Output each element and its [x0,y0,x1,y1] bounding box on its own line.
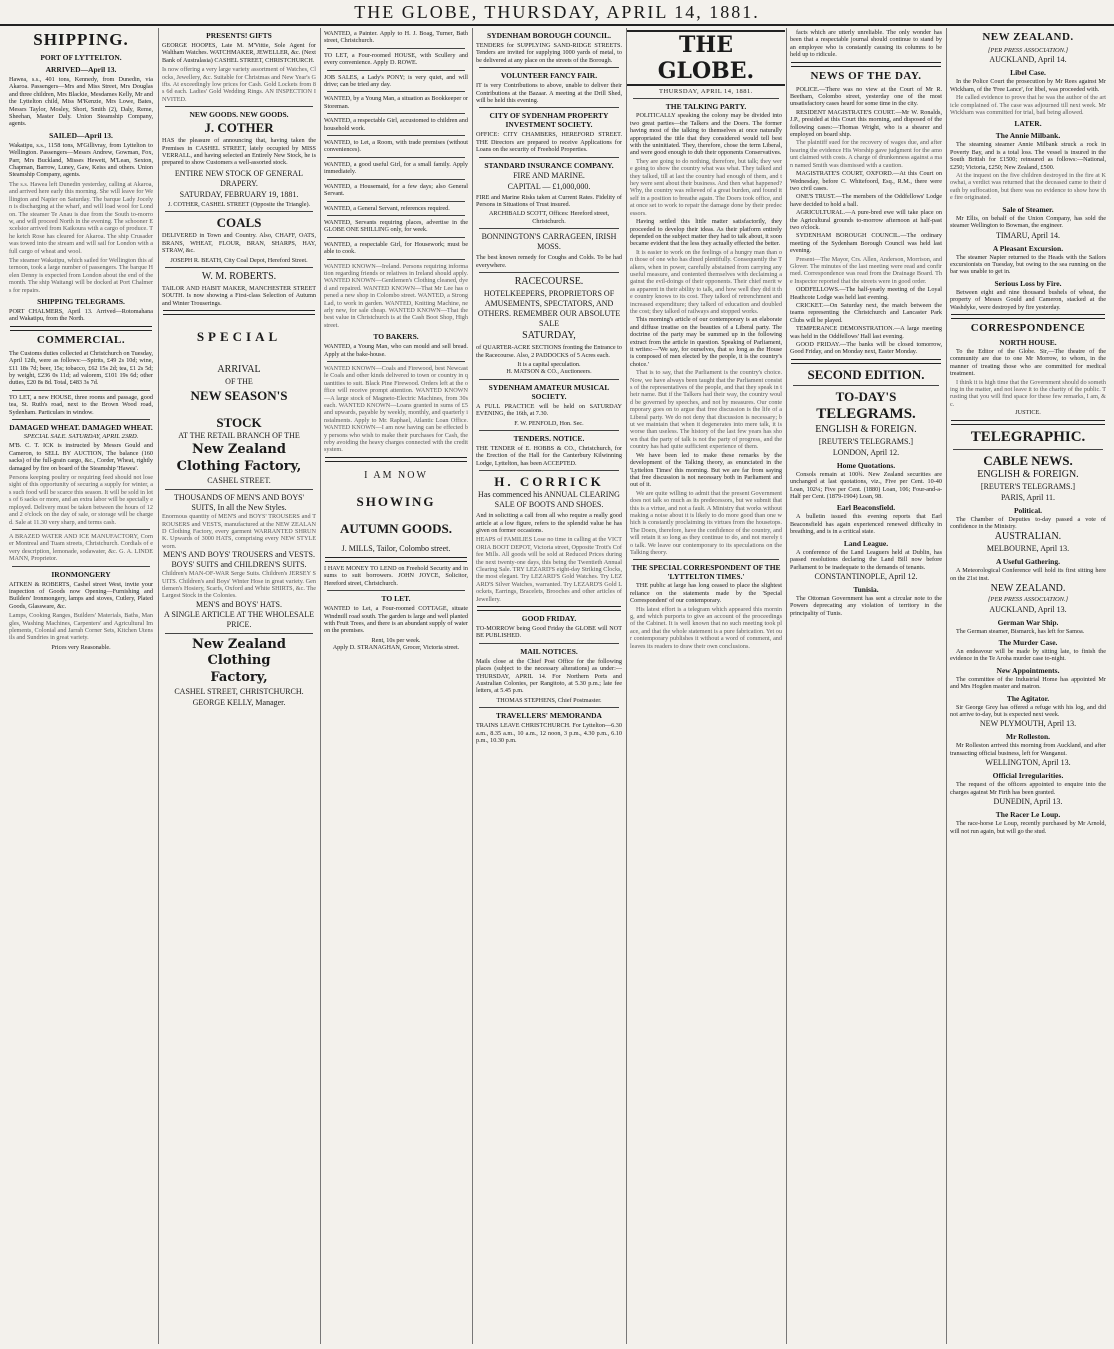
insurance-heading: STANDARD INSURANCE COMPANY. [484,160,614,170]
article-heading: THE TALKING PARTY. [665,102,747,112]
political-heading: Political. [1013,505,1043,515]
stock-filler: Enormous quantity of MEN'S and BOYS' TROUSERS and TROUSERS and VESTS, manufactured at the NEW ZEALAND Clothing Factory, every garment WARRANTED SHRUNK. Upwards of 3000 HATS, comprising every NEW STYLE worn. [162,513,316,550]
news-item: TEMPERANCE DEMONSTRATION.—A large meeting was held in the Oddfellows' Hall last evening. [790,325,942,340]
amateur-heading: SYDENHAM AMATEUR MUSICAL SOCIETY. [488,382,610,401]
news-item: RESIDENT MAGISTRATE'S COURT.—Mr W. Ronalds, J.P., presided at this Court this morning, and disposed of the following cases:—Thomas Wright, who is a shearer and employed on board ship. [790,108,942,139]
shipping-heading: SHIPPING. [33,30,129,49]
article-filler: They are going to do nothing, therefore, but talk; they were going to show the country what was what. They talked and they talked, till at last the country had enough of them, and they were sent about their business. And then what happened? Why, the country was relieved of a great burden, and found itself in a position to breathe again. The Doers took office, and at once set to work to repair the damage done by their predecessors. [630,157,782,217]
race-date: SATURDAY, [522,330,576,342]
ironmongery-filler: Lamps, Cooking Ranges, Builders' Materials, Baths, Mangles, Washing Machines, Carpenters' and Agricultural Implements, Colonial and Jarrah Corner Sets, Kitchen Utensils and Sundries in great variety. [9,612,153,642]
bakers-heading: TO BAKERS. [373,332,419,342]
stock-item: A SINGLE ARTICLE AT THE WHOLESALE PRICE. [164,609,314,629]
article-filler: We are quite willing to admit that the present Government does not talk so much as its predecessors, but we submit that this is a virtue, and not a fault. A Ministry that works without making a noise about it is likely to do more good than one which is constantly proclaiming its virtues from the housetops. The Doers, therefore, have the confidence of the country, and will retain it so long as they continue to do, and not merely to talk. We leave our contemporary to its speculations on the Talking theory. [630,489,782,556]
friday-text: TO-MORROW being Good Friday the GLOBE will NOT BE PUBLISHED. [476,625,622,640]
tunisia-heading: Tunisia. [853,584,879,594]
divider [327,215,465,216]
australian-heading: AUSTRALIAN. [994,531,1062,543]
tenders-text: TENDERS for SUPPLYING SAND-RIDGE STREETS. Tenders are invited for supplying 1000 yards of metal, to be delivered at any place on the streets of the Borough. [476,42,622,64]
telegrams-text: PORT CHALMERS, April 13. Arrived—Rotomahana and Wakatipu, from the North. [9,307,153,323]
land-text: A conference of the Land Leaguers held at Dublin, has passed resolutions declaring the Land Bill now before Parliament to be inadequate to the demands of tenants. [790,548,942,571]
murder-text: An endeavour will be made by sitting late, to finish the evidence in the Te Aroha murder case to-night. [950,648,1106,663]
notice-text: THE TENDER of E. HOBBS & CO., Christchurch, for the Erection of the Hall for the Canterbury Kilwinning Lodge, Lyttelton, has been ACCEPTED. [476,444,622,467]
commercial-heading: COMMERCIAL. [36,333,126,346]
german-text: The German steamer, Bismarck, has left for Samoa. [956,627,1085,635]
divider [165,633,313,634]
footer-text: CASHEL STREET, CHRISTCHURCH. [174,686,304,696]
bakers-text: WANTED, a Young Man, who can mould and sell bread. Apply at the bake-house. [324,343,468,358]
dateline: THURSDAY, APRIL 14, 1881. [659,88,753,95]
tunisia-text: The Ottoman Government has sent a circular note to the Powers deprecating any violation of territory in the principality of Tunis. [790,594,942,617]
divider [327,201,465,202]
wanted-filler: WANTED KNOWN—Ireland. Persons requiring information regarding friends or relatives in Ireland should apply. WANTED KNOWN—Gentlemen's Clothing cleaned, dyed and repaired. WANTED KNOWN—That Mr Lee has opened a new shop in Colombo street. WANTED, a Strong Lad, to work in garden. WANTED, Knitting Machine, nearly new, for sale cheap. WANTED KNOWN—That the best value in Christchurch is at the Cash Boot Shop, High street. [324,262,468,329]
milbank-text: The steaming steamer Annie Milbank struck a rock in Poverty Bay, and is a total loss. The vessel is insured in the South British for £1500; reinsured as follows:—National, £250; Victoria, £250; New Zealand, £500. [950,141,1106,171]
divider [327,361,465,362]
divider [479,157,619,158]
excursion-heading: A Pleasant Excursion. [992,243,1064,253]
divider [327,259,465,260]
cother-heading: J. COTHER [204,120,274,136]
london-dateline: LONDON, April 12. [832,447,900,457]
wanted-ad: WANTED, by a Young Man, a situation as Bookkeeper or Storeman. [324,95,468,110]
corrick-text: And in soliciting a call from all who require a really good article at a low figure, refers to the splendid value he has given on former occasions. [476,512,622,534]
article-para: Having settled this little matter satisfactorily, they proceeded to develop their ideas. As their platform entirely depended on the subject matter they had to talk about, it soon became evident that the less they actually effected the better. [630,218,782,248]
divider [479,272,619,273]
manager-text: GEORGE KELLY, Manager. [192,697,286,707]
wanted-ad: WANTED, a Painter. Apply to H. J. Boag, Turner, Bath street, Christchurch. [324,30,468,45]
article-filler: It is easier to work on the feelings of a hungry man than on those of one who has dined plentifully. Consequently the Talkers, when in power, carefully abstained from carrying any useful measure, and contented themselves with declaiming against the evil-doings of their opponents. Their chief merit was apparent in their ability to talk, and how well they did it the country knows to its cost. They talked of retrenchment and increased expenditure; they talked of education and doubled the cost; they talked of railways and stopped works. [630,248,782,315]
wanted-ad: WANTED, Servants requiring places, advertise in the GLOBE ONE SHILLING only, for week. [324,218,468,234]
nz-heading: New Zealand [192,442,286,458]
wanted-ad: WANTED, a respectable Girl, accustomed to children and household work. [324,117,468,132]
divider [327,135,465,136]
ironmongery-text: AITKEN & ROBERTS, Cashel street West, invite your inspection of Goods now Opening—Furnishing and Builders' Ironmongery, lamps and stoves, Cutlery, Plated Goods, Glassware, &c. [9,580,153,610]
milbank-heading: The Annie Milbank. [995,131,1061,141]
auckland-dateline: AUCKLAND, April 14. [989,55,1067,65]
telegrams-heading: SHIPPING TELEGRAMS. [37,296,125,306]
column-7 [946,28,1109,1344]
stock-list [159,493,319,630]
divider [325,557,467,562]
nz2-heading: New Zealand Clothing [192,636,286,668]
stock-filler: Children's MAN-OF-WAR Serge Suits. Children's JERSEY SUITS. Children's and Boys' Winter Hose in great variety. Gentlemen's Hosiery, Scarfs, Oxford and White SHIRTS, &c. The Largest Stock in the Colonies. [162,570,316,600]
racer-text: The race-horse Le Loup, recently purchased by Mr Arnold, will not run again, but will go the stud. [950,820,1106,835]
libel-text: In the Police Court the prosecution by Mr Rees against Mr Wickham, of the 'Free Lance', for libel, was proceeded with. [950,78,1106,93]
correspondence-text: To the Editor of the Globe. Sir,—The theatre of the community are due to one Mr Morrow, to whom, in the manner of treating those who are committed for medical treatment. [950,347,1106,378]
departures-text: Wakatipu, s.s., 1158 tons, M'Gillivray, from Lyttelton to Wellington. Passengers—Messrs Andrew, Gowman, Fox, Parr, Mrs Buckland, Misses Hewett, M'Lean, Sexton, Chapman, Barrow, Luney, Gaw, Keiss and others. Union Steamship Company, agents. [9,141,153,179]
column-3 [320,28,471,1344]
stranaghan-text: Apply D. STRANAGHAN, Grocer, Victoria street. [332,644,460,652]
melbourne-dateline: MELBOURNE, April 13. [986,544,1070,554]
telegrams-heading: TELEGRAMS. [816,405,916,422]
column-5 [626,28,785,1344]
divider [327,179,465,180]
divider [165,211,313,212]
correspondence-filler: I think it is high time that the Government should do something in the matter, and not leave it to the charity of the public. Trusting that you will find space for these few remarks, I am, &c. [950,378,1106,408]
libel-heading: Libel Case. [1010,68,1046,78]
wanted-ad: WANTED, a good useful Girl, for a small family. Apply immediately. [324,160,468,176]
excursion-text: The steamer Napier returned to the Heads with the Sailors excursionists on Tuesday, but owing to the sea running on the bar was unable to get in. [950,253,1106,276]
german-heading: German War Ship. [997,617,1059,627]
wanted-ad: WANTED, a respectable Girl, for Housework; must be able to cook. [324,240,468,256]
wheat-filler: Persons keeping poultry or requiring feed should not lose sight of this opportunity of securing a supply for winter, as such food will be scarce this season. It will be sold in lots of 6 sacks or more, and an extra labor will be specially employed. Delivery must be taken between the hours of 12 and 2 o'clock on the day of sale, or storage will be charged. Sale at 11.30 very sharp, and terms cash. [9,474,154,526]
milbank-filler: At the inquest on the five children destroyed in the fire at Kowhai, a verdict was returned that the deceased came to their death by suffocation, but there was no evidence to show how the fire originated. [950,172,1106,202]
fire-heading: Serious Loss by Fire. [994,278,1062,288]
earl-heading: Earl Beaconsfield. [836,503,896,513]
racer-heading: The Racer Le Loup. [995,810,1061,820]
correspondence-heading: CORRESPONDENCE [970,321,1086,334]
ironmongery-footer: Prices very Reasonable. [51,643,111,651]
new-goods-heading: NEW GOODS. NEW GOODS. [189,110,289,120]
insurance-sig: ARCHIBALD SCOTT, Offices: Hereford street, Christchurch. [488,210,610,225]
earl-text: A bulletin issued this evening reports that Earl Beaconsfield has again experienced renewed difficulty in breathing, and is in a critical state. [790,513,942,536]
roberts-heading: W. M. ROBERTS. [201,270,277,282]
divider [633,98,779,99]
divider [479,643,619,644]
rolleston-heading: Mr Rolleston. [1005,732,1051,742]
article-filler: That is to say, that the Parliament is the country's choice. Now, we have always been taught that the Parliament consists of the representatives of the people, and that they speak in their name. But if the Talkers had their way, the country would be governed by speeches, and not by measures. Our contemporary goes on to argue that free discussion is the life of a Liberal party. We do not deny that discussion is necessary; but we maintain that when it degenerates into mere talk, it is worse than useless. The history of the last few years has shown that the party of talk is not the party of progress, and the country has had quite sufficient experience of them. [630,369,782,451]
timaru-dateline: TIMARU, April 14. [996,230,1060,240]
divider [791,359,941,364]
news-item: AGRICULTURAL.—A pure-bred ewe will take place on the Agricultural grounds to-morrow afternoon at half-past two o'clock. [790,209,942,231]
later-heading: LATER. [1014,119,1042,129]
cable-heading: CABLE NEWS. [983,452,1073,468]
tenders-heading: SYDENHAM BOROUGH COUNCIL. [487,31,611,40]
english-heading: ENGLISH & FOREIGN. [977,468,1079,480]
factory-heading: Factory, [210,669,268,685]
libel-filler: He called evidence to prove that he was the author of the article complained of. The case was adjourned till next week. Mr Wickham was committed for trial, bail being allowed. [950,94,1106,117]
showing-heading: SHOWING [356,493,436,509]
divider [479,67,619,68]
showing-pre: I AM NOW [364,469,428,481]
wanted-ad: TO LET, a Four-roomed HOUSE, with Scullery and every convenience. Apply D. ROWE. [324,51,468,67]
amateur-sig: F. W. PENFOLD, Hon. Sec. [514,419,584,427]
fire-text: Between eight and nine thousand bushels of wheat, the property of Messrs Gould and Cameron, stacked at the Washdyke, were destroyed by fire yesterday. [950,288,1106,311]
column-1 [6,28,156,1344]
cother-sig: J. COTHER, CASHEL STREET (Opposite the Triangle). [167,200,311,208]
shipping-filler: The s.s. Hawea left Dunedin yesterday, calling at Akaroa, and arrived here early this morning. She will leave for Wellington and Napier on Saturday. The barque Lady Jocelyn is discharging at the wharf, and will load wool for London. The steamer Te Anau is due from the South to-morrow, and will proceed North in the evening. The schooner Excelsior arrived from Kaikoura with a cargo of produce. The ketch Rose has cleared for Akaroa. The ship Crusader was towed into the stream and will sail for London with a full cargo of wheat and wool. [9,180,153,255]
divider [327,113,465,114]
divider [327,157,465,158]
divider [12,529,150,530]
cashel-text: CASHEL STREET. [207,476,271,486]
race-text: HOTELKEEPERS, PROPRIETORS OF AMUSEMENTS, SPECTATORS, AND OTHERS. REMEMBER OUR ABSOLUTE SALE [477,289,621,329]
roberts-text: TAILOR AND HABIT MAKER, MANCHESTER STREET SOUTH. Is now showing a First-class Selection of Autumn and Winter Trouserings. [162,284,316,307]
news-filler: The plaintiff sued for the recovery of wages due, and after hearing the evidence His Worship gave judgment for the amount claimed with costs. A charge of drunkenness against a man named Smith was dismissed with a caution. [790,139,942,169]
official-text: The request of the officers appointed to enquire into the charges against Mr Firth has been granted. [950,781,1106,796]
home-text: Consols remain at 100¾. New Zealand securities are unchanged at last quotations, viz., Five per Cent. 10-40 Loan, 102¼; Five per Cent. (1880) Loan, 106; Four-and-a-Half per Cent. (1879-1904) Loan, 98. [790,470,942,501]
cother-sub: ENTIRE NEW STOCK OF GENERAL DRAPERY. [174,168,304,188]
commercial-text: The Customs duties collected at Christchurch on Tuesday, April 12th, were as follows:—Spirits, £49 2s 10d; wine, £11 18s 7d; beer, 15s; tobacco, £62 15s 2d; tea, £1 2s 5d; by weight, £236 0s 11d; ad valorem, £101 19s 6d; other duties, £20 8s 8d. Total, £483 3s 7d. [9,349,153,387]
arrival-heading: ARRIVAL [217,364,261,376]
divider [479,430,619,431]
agitator-heading: The Agitator. [1006,693,1050,703]
special-heading: SPECIAL [196,329,282,345]
tolet-heading: TO LET. [381,594,411,604]
coals-sig: JOSEPH R. BEATH, City Coal Depot, Hereford Street. [170,256,308,264]
divider [479,228,619,229]
auckland-dateline-2: AUCKLAND, April 13. [989,604,1067,614]
invest-heading: CITY OF SYDENHAM PROPERTY INVESTMENT SOCIETY. [489,111,609,130]
agitator-text: Sir George Grey has offered a refuge with his log, and did not arrive to-day, but is expected next week. [950,703,1106,719]
divider [163,310,315,315]
divider [791,62,941,67]
autumn-heading: AUTUMN GOODS. [340,520,452,536]
divider [165,489,313,490]
wanted-ad: WANTED, a General Servant, references required. [324,204,450,212]
spacer [321,483,471,493]
divider [165,106,313,107]
divider [951,314,1105,319]
paris-dateline: PARIS, April 11. [1000,492,1056,502]
divider [165,267,313,268]
mail-text: Mails close at the Chief Post Office for the following places (subject to the necessary alterations) as under:— THURSDAY, APRIL 14. For Northern Ports and Australian Colonies, per Rangitoto, at 5.30 p.m.; late fee letters, at 5.45 p.m. [476,657,622,695]
wanted-filler-2: WANTED KNOWN—Coals and Firewood, best Newcastle Coals and other kinds delivered to town or country in quantities to suit. Black Pine Firewood. Orders left at the office will receive prompt attention. WANTED KNOWN—A large stock of Magneto-Electric Machines, from 30s each. WANTED KNOWN—Loans granted in sums of £5 and upwards, payable by weekly, monthly, and quarterly instalments. Apply to Mr. Raphael, Atlantic Loan Office. WANTED KNOWN—I am now having can be effected by persons who wish to make their purchases for Cash, thereby avoiding the heavy charges connected with the credit system. [324,365,468,454]
press-tag-2: [PER PRESS ASSOCIATION.] [987,596,1069,604]
mail-sig: THOMAS STEPHENS, Chief Postmaster. [496,696,602,704]
jeweller-filler: Is now offering a very large variety assortment of Watches, Clocks, Jewellery, &c. Suitable for Christmas and New Year's Gifts. At exceedingly low prices for Cash. Gold Lockets from 8s 6d each. Ladies' Gold Wedding Rings. AN INSPECTION INVITED. [162,66,316,103]
notice-heading: TENDERS. NOTICE. [513,433,585,443]
tolet-ad: TO LET, a new HOUSE, three rooms and passage, good tea, St. Ruth's road, next to the Brown Wood road, Sydenham. Particulars in window. [9,393,153,416]
divider [10,326,152,331]
factory-ad: A BRAZED WATER AND ICE MANUFACTORY, Corner Montreal and Tuam streets, Christchurch. Cordials of every description, lemonade, sodawater, &c. G. A. LINDEMANN, Proprietor. [9,532,153,563]
appoint-heading: New Appointments. [996,665,1060,675]
gathering-heading: A Useful Gathering. [996,557,1060,567]
reuter-heading: [REUTER'S TELEGRAMS.] [980,481,1076,491]
divider [327,48,465,49]
spacer [159,404,319,414]
divider [327,237,465,238]
divider [325,457,467,462]
cother-text: HAS the pleasure of announcing that, having taken the Premises in CASHEL STREET, lately occupied by MISS VERRALL, and having selected an Entirely New Stock, he is prepared to show Customers a well-assorted stock. [162,137,316,167]
divider [953,449,1103,450]
mills-text: J. MILLS, Tailor, Colombo street. [341,543,451,553]
branch-text: AT THE RETAIL BRANCH OF THE [178,431,300,441]
murder-heading: The Murder Case. [998,638,1058,648]
official-heading: Official Irregularities. [992,771,1064,781]
political-text: The Chamber of Deputies to-day passed a vote of confidence in the Ministry. [950,515,1106,530]
amateur-text: A FULL PRACTICE will be held on SATURDAY EVENING, the 16th, at 7.30. [476,402,622,418]
news-item: ONE'S TRUST.—The members of the Oddfellows' Lodge have decided to hold a ball. [790,193,942,208]
nz-heading: NEW ZEALAND. [982,31,1074,43]
spacer [159,345,319,363]
sc-filler: His latest effort is a telegram which appeared this morning, and which purports to give an account of the proceedings of the Cabinet. It is well known that no such meeting took place, and that the whole statement is a pure fabrication. Yet our contemporary publishes it without a word of comment, and leaves its readers to draw their own conclusions. [630,605,782,650]
money-ad: I HAVE MONEY TO LEND on Freehold Security and in sums to suit borrowers. JOHN JOYCE, Solicitor, Hereford street, Christchurch. [324,564,468,587]
tolet-text: WANTED to Let, a Four-roomed COTTAGE, situate Windmill road south. The garden is large and well planted with Fruit Trees, and there is an abundant supply of water on the premises. [324,605,468,635]
jeweller-ad: GEORGE HOOPES, Late M. M'Vittie, Sole Agent for Waltham Watches. WATCHMAKER, JEWELLER, &c. (Next Bank of Australasia) CASHEL STREET, CHRISTCHURCH. [162,42,316,64]
divider [793,385,939,386]
race-text-2: of QUARTER-ACRE SECTIONS fronting the Entrance to the Racecourse. Also, 2 PADDOCKS of 5 Acres each. [476,344,622,359]
wheat-heading: DAMAGED WHEAT. DAMAGED WHEAT. [9,423,153,433]
article-para: POLITICALLY speaking the colony may be divided into two great parties—the Talkers and the Doers. The former having most of the talking to themselves at once naturally appropriated the title that they considered would tell best with the uninitiated. They, therefore, chose the term Liberal, and were good enough to dub their opponents Conservatives. [630,112,782,157]
bonnington-heading: BONNINGTON'S CARRAGEEN, IRISH MOSS. [481,232,617,252]
appoint-text: The committee of the Industrial Home has appointed Mr and Mrs Hogden master and matron. [950,675,1106,691]
cother-date: SATURDAY, FEBRUARY 19, 1881. [179,189,299,199]
wheat-text: M'B. C. T. ICK is instructed by Messrs Gould and Cameron, to SELL BY AUCTION, The balance (160 sacks) of the full-grain cargo, &c., Corder, Wheat, rightly damaged by fire on board of the Steamship 'Hawea'. [9,442,153,472]
news-item: MAGISTRATE'S COURT, OXFORD.—At this Court on Wednesday, before C. Whitefoord, Esq., R.M., there were two civil cases. [790,170,942,192]
divider [327,590,465,591]
wanted-ad: WANTED, to Let, a Room, with trade premises (without conveniences). [324,139,468,154]
insurance-text: FIRE and Marine Risks taken at Current Rates. Fidelity of Persons in Situations of Trust insured. [476,193,622,209]
sale-heading: Sale of Steamer. [1002,204,1054,214]
rent-text: Rent, 10s per week. [371,636,421,644]
news-heading: NEWS OF THE DAY. [810,69,922,82]
stock-item: MEN'S and BOYS' HATS. [195,599,282,609]
news-item: POLICE.—There was no view at the Court of Mr R. Beetham, Colombo street, yesterday one of the most unsatisfactory cases heard for some time in the city. [790,85,942,108]
divider [12,419,150,420]
news-item: SYDENHAM BOROUGH COUNCIL.—The ordinary meeting of the Sydenham Borough Council was held last evening. [790,232,942,255]
column-4 [472,28,625,1344]
divider [479,470,619,471]
home-heading: Home Quotations. [836,460,896,470]
wheat-sub: SPECIAL SALE. SATURDAY, APRIL 23RD. [23,433,139,441]
race-heading: RACECOURSE. [514,276,584,288]
corrick-filler: HEAPS of FAMILIES Lose no time in calling at the VICTORIA BOOT DEPOT, Victoria street, Opposite Trott's Coffee Mills. All goods will be sold at Reduced Prices during the next twenty-one days, this being the Twentieth Annual Clearing Sale. TRY LEZARD'S eight-day Striking Clocks, the most elegant. Try LEZARD'S Gold Watches. Try LEZARD'S Silver Watches, warranted. Try LEZARD'S Gold Lockets, Earrings, Bracelets, Brooches and other articles of Jewellery. [476,536,622,603]
arrivals-heading: ARRIVED—April 13. [45,65,117,74]
of-text: OF THE [225,377,253,387]
article-para: This morning's article of our contemporary is an elaborate and diffuse treatise on the beauties of a Liberal party. The doctrine of the party may be summed up in the following extract from the article in question. Speaking of Parliament, it writes:—'We say, for ourselves, that so long as the House is composed of men elected by the people, it is the country's choice.' [630,316,782,368]
port-heading: PORT OF LYTTELTON. [40,53,122,62]
season-heading: NEW SEASON'S [190,388,288,404]
divider [12,566,150,567]
race-text-3: It is a capital speculation. [517,360,581,368]
stock-item: BOYS' SUITS and CHILDREN'S SUITS. [171,560,307,570]
const-dateline: CONSTANTINOPLE, April 12. [814,571,918,581]
divider [633,559,779,560]
mail-heading: MAIL NOTICES. [520,646,578,656]
volunteer-heading: VOLUNTEER FANCY FAIR. [500,71,598,81]
nz2-heading: NEW ZEALAND. [990,583,1066,595]
masthead: THE GLOBE, THURSDAY, APRIL 14, 1881. [0,2,1114,26]
trains-text: TRAINS LEAVE CHRISTCHURCH. For Lyttelton—6.30 a.m., 8.35 a.m., 10 a.m., 12 noon, 3 p.m., 4.30 p.m., 6.10 p.m., 10.30 p.m. [476,722,622,745]
coals-text: DELIVERED in Town and Country. Also, CHAFF, OATS, BRANS, WHEAT, FLOUR, BRAN, SHARPS, HAY, STRAW, &c. [162,232,316,255]
presents-heading: PRESENTS! GIFTS [206,31,272,40]
sc-text: THE public at large has long ceased to place the slightest reliance on the statements made by the 'Special Correspondent' of our contemporary. [630,582,782,605]
wanted-ad: WANTED, a Housemaid, for a few days; also General Servant. [324,182,468,198]
land-heading: Land League. [843,538,889,548]
ironmongery-heading: IRONMONGERY [51,569,111,579]
todays-heading: TO-DAY'S [835,388,897,404]
divider [951,420,1105,425]
spacer [321,510,471,520]
reuter-heading: [REUTER'S TELEGRAMS.] [818,436,914,446]
continued-text: facts which are utterly unreliable. The only wonder has been that a respectable journal should continue to stand by an employee who is constantly causing its columns to be held up to ridicule. [790,29,942,59]
divider [477,606,621,611]
clothing-heading: Clothing Factory, [176,459,302,475]
correspondence-sig: JUSTICE. [1015,409,1041,417]
corrick-heading: H. CORRICK [494,474,604,490]
wanted-ad: JOB SALES, a Lady's PONY; is very quiet, and will drive; can be tried any day. [324,73,468,89]
bonnington-text: The best known remedy for Coughs and Colds. To be had everywhere. [476,254,622,269]
sc-heading: THE SPECIAL CORRESPONDENT OF THE 'LYTTELTON TIMES.' [631,563,781,582]
volunteer-text: IT is very Contributions to above, unable to deliver their Contributions at the Bazaar. A meeting at the Drill Shed, will be held this evening. [476,82,622,105]
press-tag: [PER PRESS ASSOCIATION.] [987,47,1069,54]
divider [327,70,465,71]
shipping-filler-2: The steamer Wakatipu, which sailed for Wellington this afternoon, took a large number of passengers. The barque Helen Denny is expected from London about the end of the month. The ship Waitangi will be docked at Port Chalmers for repairs. [9,256,153,294]
dunedin-dateline: DUNEDIN, April 13. [993,797,1063,807]
rolleston-text: Mr Rolleston arrived this morning from Auckland, and after transacting official business, left for Wanganui. [950,742,1106,757]
friday-heading: GOOD FRIDAY. [521,614,577,624]
news-item: GOOD FRIDAY.—The banks will be closed tomorrow, Good Friday, and on Monday next, Easter Monday. [790,341,942,356]
invest-text: OFFICE: CITY CHAMBERS, HEREFORD STREET. THE Directors are prepared to receive Applications for Loans on the security of Freehold Properties. [476,131,622,154]
article-para: We have been led to make these remarks by the development of the Talking theory, as enunciated in the 'Lyttelton Times' this morning. But we are far from saying that free discussion is not necessary both in Parliament and out of it. [630,451,782,489]
stock-heading: STOCK [216,415,262,431]
edition-heading: SECOND EDITION. [807,366,925,382]
divider [479,379,619,380]
insurance-sub: FIRE AND MARINE. [513,170,585,180]
corrick-sub: Has commenced his ANNUAL CLEARING SALE OF BOOTS AND SHOES. [478,490,620,510]
column-6 [786,28,945,1344]
divider [327,91,465,92]
divider [12,390,150,391]
stock-item: MEN'S AND BOYS' TROUSERS and VESTS. [163,550,315,560]
news-item: CRICKET.—On Saturday next, the match between the teams representing the Christchurch and Lancaster Park Clubs will be played. [790,302,942,324]
columns [6,28,1108,1344]
news-filler: Present—The Mayor, Crs. Allen, Anderson, Morrison, and Glover. The minutes of the last meeting were read and confirmed. Correspondence was read from the Drainage Board. The Inspector reported that the streets were in good order. [790,255,942,285]
column-2 [158,28,319,1344]
insurance-capital: CAPITAL — £1,000,000. [507,181,591,191]
news-item: ODDFELLOWS.—The half-yearly meeting of the Loyal Heathcote Lodge was held last evening. [790,286,942,301]
gathering-text: A Meteorological Conference will hold its first sitting here on the 21st inst. [950,567,1106,582]
departures-heading: SAILED—April 13. [49,130,113,140]
sale-text: Mr Ellis, on behalf of the Union Company, has sold the steamer Wellington to Bowman, the engineer. [950,214,1106,230]
stock-item: THOUSANDS OF MEN'S AND BOYS' SUITS, In all the New Styles. [173,493,304,513]
plymouth-dateline: NEW PLYMOUTH, April 13. [979,719,1077,729]
english-heading: ENGLISH & FOREIGN. [815,423,917,435]
telegraphic-heading: TELEGRAPHIC. [970,428,1086,445]
divider [479,107,619,108]
arrivals-text: Hawea, s.s., 401 tons, Kennedy, from Dunedin, via Akaroa. Passengers—Mrs and Miss Street, Mrs Douglas and three children, Mrs Blackie, Mesdames Kelly, Mr and the Lyttelton child, Miss M'Kenzie, Mrs Lowe, Bates, Messrs Taylor, Mosley, Short, Smith (2), Daly, Reme, Sheehan, Master Daly. Union Steamship Company, agents. [9,76,153,128]
divider [479,707,619,708]
coals-heading: COALS [216,215,262,231]
trains-heading: TRAVELLERS' MEMORANDA [496,711,602,721]
race-sig: H. MATSON & CO., Auctioneers. [506,368,592,376]
globe-flag: THE GLOBE. [627,30,785,86]
correspondence-sub: NORTH HOUSE. [999,337,1057,347]
wellington-dateline: WELLINGTON, April 13. [985,758,1071,768]
